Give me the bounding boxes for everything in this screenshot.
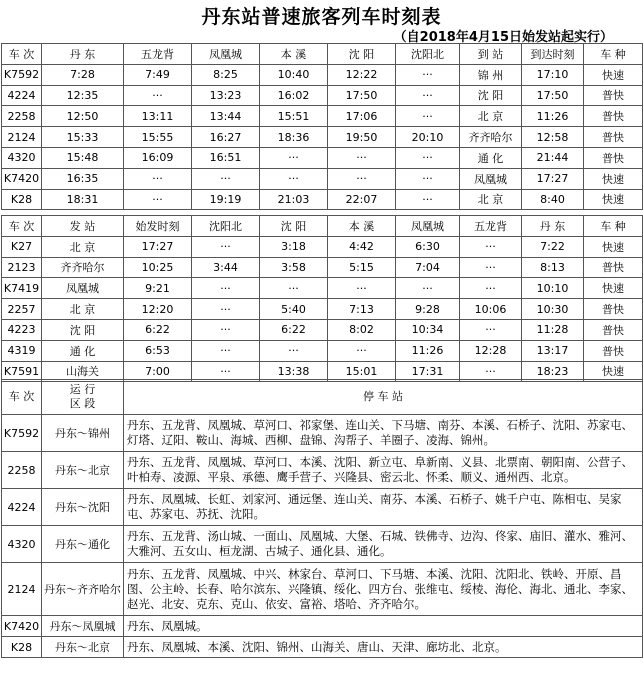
table-cell: 快速 <box>584 64 643 85</box>
train-number: 4224 <box>2 489 42 526</box>
route-section: 丹东～北京 <box>42 637 124 658</box>
table-row <box>2 147 643 168</box>
table-cell: 2124 <box>2 127 42 148</box>
table-row <box>2 189 643 210</box>
table-cell: ··· <box>396 85 460 106</box>
train-number: K7592 <box>2 415 42 452</box>
column-header: 车 种 <box>584 216 643 237</box>
table-cell: 13:38 <box>260 361 328 382</box>
table-cell: K7591 <box>2 361 42 382</box>
column-header: 凤凰城 <box>192 44 260 65</box>
column-header: 沈 阳 <box>328 44 396 65</box>
table-cell: ··· <box>396 147 460 168</box>
table-cell: ··· <box>260 147 328 168</box>
table-cell: 山海关 <box>42 361 124 382</box>
route-section: 丹东～齐齐哈尔 <box>42 563 124 616</box>
table-cell: 17:27 <box>124 236 192 257</box>
table-cell: 15:01 <box>328 361 396 382</box>
table-cell: 16:35 <box>42 168 124 189</box>
table-cell: ··· <box>192 299 260 320</box>
table-cell: ··· <box>192 361 260 382</box>
table-cell: 16:27 <box>192 127 260 148</box>
table-row <box>2 452 643 489</box>
table-cell: ··· <box>396 189 460 210</box>
train-number: K28 <box>2 637 42 658</box>
table-cell: 快速 <box>584 361 643 382</box>
table-cell: ··· <box>328 340 396 361</box>
table-cell: 16:51 <box>192 147 260 168</box>
table-row <box>2 526 643 563</box>
table-cell: 3:18 <box>260 236 328 257</box>
route-section: 丹东～沈阳 <box>42 489 124 526</box>
table-cell: 普快 <box>584 147 643 168</box>
table-cell: 凤凰城 <box>42 278 124 299</box>
table-cell: 8:40 <box>522 189 584 210</box>
table-cell: 5:15 <box>328 257 396 278</box>
table-cell: 7:04 <box>396 257 460 278</box>
table-cell: 快速 <box>584 189 643 210</box>
table-cell: ··· <box>460 236 522 257</box>
table-cell: 9:28 <box>396 299 460 320</box>
table-separator <box>1 369 643 379</box>
table-cell: 7:49 <box>124 64 192 85</box>
table-cell: 4319 <box>2 340 42 361</box>
table-cell: 15:33 <box>42 127 124 148</box>
table-row <box>2 616 643 637</box>
table-cell: ··· <box>396 278 460 299</box>
table-cell: 普快 <box>584 257 643 278</box>
table-cell: 11:26 <box>396 340 460 361</box>
table-cell: 4223 <box>2 319 42 340</box>
route-section: 丹东～凤凰城 <box>42 616 124 637</box>
table-cell: 2123 <box>2 257 42 278</box>
table-cell: ··· <box>192 340 260 361</box>
table-cell: 10:40 <box>260 64 328 85</box>
table-cell: ··· <box>460 361 522 382</box>
table-cell: 17:06 <box>328 106 396 127</box>
table-row <box>2 637 643 658</box>
table-cell: 10:06 <box>460 299 522 320</box>
table-cell: 普快 <box>584 85 643 106</box>
table-cell: 北 京 <box>460 106 522 127</box>
table-row <box>2 278 643 299</box>
table-cell: 11:26 <box>522 106 584 127</box>
table-cell: 13:17 <box>522 340 584 361</box>
column-header: 车 次 <box>2 44 42 65</box>
table-cell: 12:28 <box>460 340 522 361</box>
table-cell: 4:42 <box>328 236 396 257</box>
table-cell: ··· <box>124 189 192 210</box>
column-header: 车 次 <box>2 216 42 237</box>
table-cell: 快速 <box>584 168 643 189</box>
column-header: 五龙背 <box>460 216 522 237</box>
table-cell: 13:11 <box>124 106 192 127</box>
table-cell: 12:58 <box>522 127 584 148</box>
table-cell: 12:50 <box>42 106 124 127</box>
table-cell: 17:31 <box>396 361 460 382</box>
table-cell: 5:40 <box>260 299 328 320</box>
table-cell: 普快 <box>584 319 643 340</box>
table-cell: ··· <box>260 340 328 361</box>
table-cell: 17:27 <box>522 168 584 189</box>
effective-date: （自2018年4月15日始发站起实行） <box>393 30 613 45</box>
table-row <box>2 168 643 189</box>
table-cell: 10:10 <box>522 278 584 299</box>
table-cell: ··· <box>460 278 522 299</box>
column-header: 车 次 <box>2 380 42 415</box>
table-cell: ··· <box>328 147 396 168</box>
page-title: 丹东站普速旅客列车时刻表 <box>201 6 442 28</box>
table-cell: ··· <box>328 168 396 189</box>
column-header: 运 行 区 段 <box>42 380 124 415</box>
route-section: 丹东～通化 <box>42 526 124 563</box>
column-header: 始发时刻 <box>124 216 192 237</box>
table-cell: 19:19 <box>192 189 260 210</box>
stopping-stations: 丹东、五龙背、凤凰城、草河口、本溪、沈阳、新立屯、阜新南、义县、北票南、朝阳南、公营子、叶柏寿、凌源、平泉、承德、鹰手营子、兴隆县、密云北、怀柔、顺义、通州西、北京。 <box>124 452 643 489</box>
table-cell: 2258 <box>2 106 42 127</box>
table-row <box>2 489 643 526</box>
stopping-stations: 丹东、凤凰城。 <box>124 616 643 637</box>
table-cell: 6:22 <box>260 319 328 340</box>
table-row <box>2 319 643 340</box>
table-cell: K7420 <box>2 168 42 189</box>
table-row <box>2 85 643 106</box>
table-cell: 4224 <box>2 85 42 106</box>
column-header: 五龙背 <box>124 44 192 65</box>
table-cell: 12:20 <box>124 299 192 320</box>
table-cell: 北 京 <box>42 299 124 320</box>
table-cell: 快速 <box>584 236 643 257</box>
stopping-stations: 丹东、五龙背、凤凰城、中兴、林家台、草河口、下马塘、本溪、沈阳、沈阳北、铁岭、开原、昌图、公主岭、长春、哈尔滨东、兴隆镇、绥化、四方台、张维屯、绥棱、海伦、海北、通北、李家、赵光、北安、克东、克山、依安、富裕、塔哈、齐齐哈尔。 <box>124 563 643 616</box>
table-cell: 沈 阳 <box>42 319 124 340</box>
route-section: 丹东～锦州 <box>42 415 124 452</box>
column-header: 到 站 <box>460 44 522 65</box>
column-header: 车 种 <box>584 44 643 65</box>
table-row <box>2 236 643 257</box>
table-cell: ··· <box>396 168 460 189</box>
table-cell: ··· <box>192 278 260 299</box>
table-cell: 8:02 <box>328 319 396 340</box>
table-cell: 10:34 <box>396 319 460 340</box>
table-cell: 7:00 <box>124 361 192 382</box>
table-cell: 通 化 <box>460 147 522 168</box>
table-cell: 4320 <box>2 147 42 168</box>
column-header: 到达时刻 <box>522 44 584 65</box>
route-section: 丹东～北京 <box>42 452 124 489</box>
table-cell: ··· <box>124 85 192 106</box>
column-header: 沈阳北 <box>192 216 260 237</box>
table-cell: 16:02 <box>260 85 328 106</box>
table-cell: ··· <box>260 278 328 299</box>
table-cell: 21:03 <box>260 189 328 210</box>
column-header: 发 站 <box>42 216 124 237</box>
arrivals-table <box>1 215 643 382</box>
table-cell: ··· <box>192 168 260 189</box>
table-cell: 6:53 <box>124 340 192 361</box>
table-cell: 8:13 <box>522 257 584 278</box>
table-cell: K7419 <box>2 278 42 299</box>
table-cell: 通 化 <box>42 340 124 361</box>
table-cell: 普快 <box>584 340 643 361</box>
table-cell: 3:44 <box>192 257 260 278</box>
arrivals-header-row <box>2 216 643 237</box>
table-cell: 北 京 <box>42 236 124 257</box>
column-header: 沈阳北 <box>396 44 460 65</box>
table-cell: 18:36 <box>260 127 328 148</box>
table-cell: K28 <box>2 189 42 210</box>
table-cell: 7:13 <box>328 299 396 320</box>
stopping-stations: 丹东、五龙背、凤凰城、草河口、祁家堡、连山关、下马塘、南芬、本溪、石桥子、沈阳、苏家屯、灯塔、辽阳、鞍山、海城、西柳、盘锦、沟帮子、羊圈子、凌海、锦州。 <box>124 415 643 452</box>
table-cell: ··· <box>260 168 328 189</box>
table-cell: 7:28 <box>42 64 124 85</box>
stopping-stations: 丹东、五龙背、汤山城、一面山、凤凰城、大堡、石城、铁佛寺、边沟、佟家、庙旧、灌水、雅河、大雅河、五女山、桓龙湖、古城子、通化县、通化。 <box>124 526 643 563</box>
table-cell: ··· <box>396 106 460 127</box>
table-row <box>2 64 643 85</box>
table-cell: 11:28 <box>522 319 584 340</box>
table-cell: ··· <box>192 236 260 257</box>
table-cell: 6:30 <box>396 236 460 257</box>
table-cell: 12:35 <box>42 85 124 106</box>
train-number: 2258 <box>2 452 42 489</box>
table-cell: 凤凰城 <box>460 168 522 189</box>
table-cell: 17:50 <box>328 85 396 106</box>
table-cell: 普快 <box>584 299 643 320</box>
table-cell: ··· <box>396 64 460 85</box>
table-row <box>2 340 643 361</box>
table-cell: 普快 <box>584 106 643 127</box>
table-cell: 20:10 <box>396 127 460 148</box>
departures-header-row <box>2 44 643 65</box>
table-cell: 6:22 <box>124 319 192 340</box>
table-row <box>2 127 643 148</box>
train-number: 2124 <box>2 563 42 616</box>
table-cell: 15:55 <box>124 127 192 148</box>
table-cell: 21:44 <box>522 147 584 168</box>
column-header: 凤凰城 <box>396 216 460 237</box>
table-cell: ··· <box>460 257 522 278</box>
table-cell: 15:51 <box>260 106 328 127</box>
table-row <box>2 415 643 452</box>
column-header: 停 车 站 <box>124 380 643 415</box>
column-header: 丹 东 <box>522 216 584 237</box>
table-cell: 沈 阳 <box>460 85 522 106</box>
table-cell: 10:30 <box>522 299 584 320</box>
table-cell: 10:25 <box>124 257 192 278</box>
table-cell: 18:23 <box>522 361 584 382</box>
table-cell: 普快 <box>584 127 643 148</box>
stopping-stations: 丹东、凤凰城、长虹、刘家河、通远堡、连山关、南芬、本溪、石桥子、姚千户屯、陈相屯、吴家屯、苏家屯、苏抚、沈阳。 <box>124 489 643 526</box>
departures-table <box>1 43 643 210</box>
table-cell: ··· <box>124 168 192 189</box>
table-cell: 19:50 <box>328 127 396 148</box>
table-cell: 18:31 <box>42 189 124 210</box>
table-row <box>2 299 643 320</box>
stopping-stations: 丹东、凤凰城、本溪、沈阳、锦州、山海关、唐山、天津、廊坊北、北京。 <box>124 637 643 658</box>
table-row <box>2 106 643 127</box>
stopping-stations-table <box>1 379 643 658</box>
table-cell: ··· <box>460 319 522 340</box>
table-cell: 17:10 <box>522 64 584 85</box>
table-cell: 22:07 <box>328 189 396 210</box>
table-cell: 16:09 <box>124 147 192 168</box>
table-cell: 15:48 <box>42 147 124 168</box>
table-cell: 齐齐哈尔 <box>460 127 522 148</box>
table-cell: 7:22 <box>522 236 584 257</box>
table-cell: 13:44 <box>192 106 260 127</box>
table-cell: 13:23 <box>192 85 260 106</box>
table-cell: ··· <box>328 278 396 299</box>
table-cell: K27 <box>2 236 42 257</box>
train-number: K7420 <box>2 616 42 637</box>
table-cell: 8:25 <box>192 64 260 85</box>
table-cell: 锦 州 <box>460 64 522 85</box>
table-cell: 12:22 <box>328 64 396 85</box>
train-number: 4320 <box>2 526 42 563</box>
table-cell: K7592 <box>2 64 42 85</box>
table-cell: 北 京 <box>460 189 522 210</box>
table-row <box>2 257 643 278</box>
table-cell: 齐齐哈尔 <box>42 257 124 278</box>
column-header: 本 溪 <box>328 216 396 237</box>
stops-header-row <box>2 380 643 415</box>
table-cell: 17:50 <box>522 85 584 106</box>
column-header: 本 溪 <box>260 44 328 65</box>
column-header: 沈 阳 <box>260 216 328 237</box>
column-header: 丹 东 <box>42 44 124 65</box>
table-cell: 3:58 <box>260 257 328 278</box>
table-cell: 2257 <box>2 299 42 320</box>
table-cell: ··· <box>192 319 260 340</box>
table-row <box>2 563 643 616</box>
table-cell: 9:21 <box>124 278 192 299</box>
table-cell: 快速 <box>584 278 643 299</box>
